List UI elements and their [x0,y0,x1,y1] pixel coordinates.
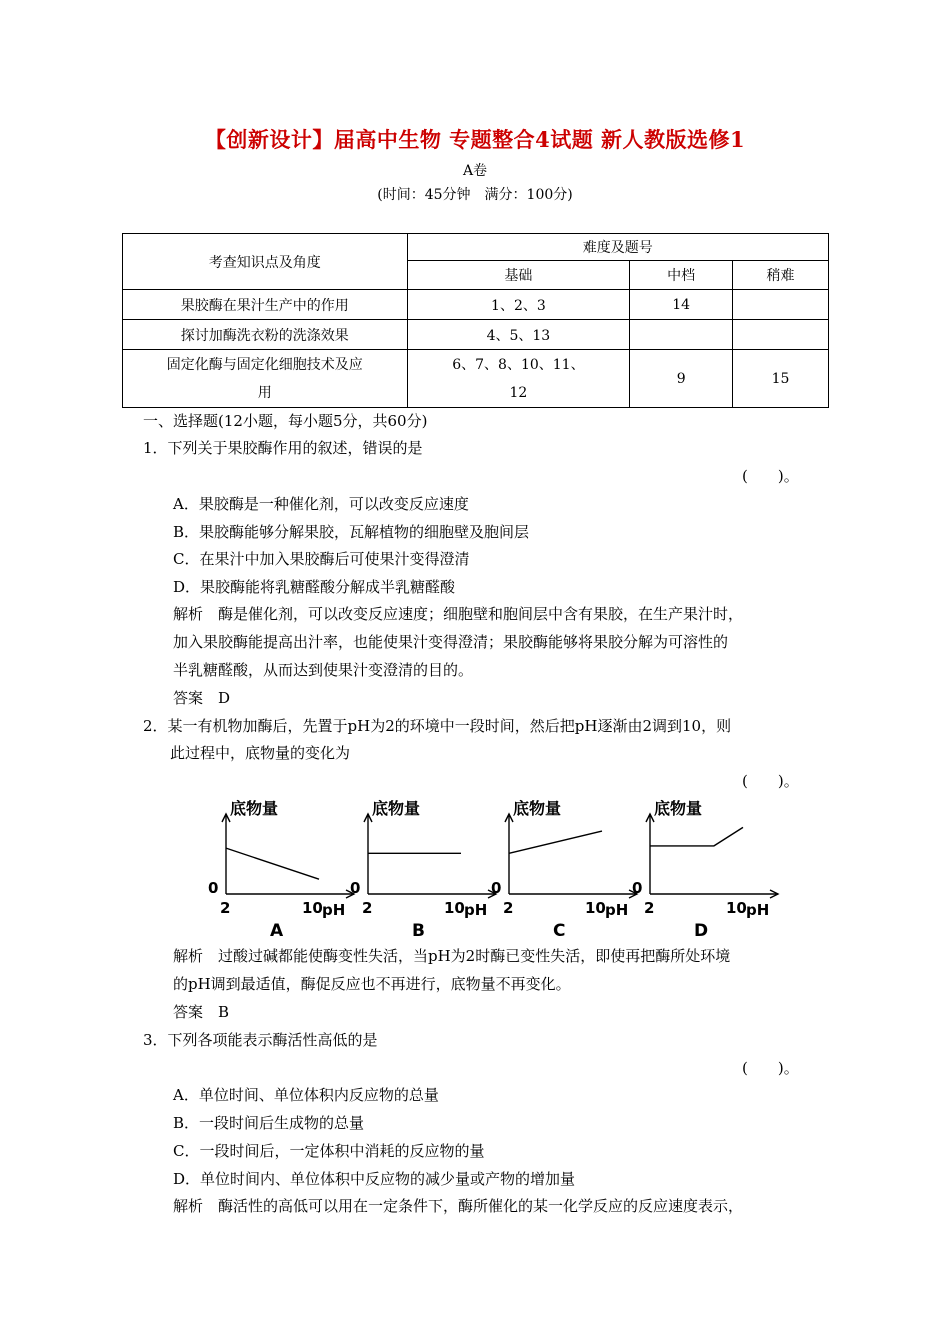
header-topic: 考查知识点及角度 [123,234,408,290]
row-basic [407,350,630,408]
y-axis-label: 底物量 [654,799,703,818]
x-tick-label: 2 [503,899,514,917]
x-unit-label: pH [746,901,770,919]
row-topic [123,350,408,408]
q3-answer-blank: ( )。 [742,1059,799,1077]
q2-answer: 答案 B [173,1003,230,1021]
x-unit-label: pH [322,901,346,919]
origin-label: 0 [491,879,502,897]
substrate-curve [226,848,319,879]
q3-option-b: B．一段时间后生成物的总量 [173,1114,365,1132]
paper-version: A卷 [462,163,488,179]
q1-stem: 1．下列关于果胶酶作用的叙述，错误的是 [143,439,423,457]
row-medium [630,320,733,350]
ph-graph-d [630,796,780,946]
graph-option-label: D [694,921,709,941]
q3-option-c: C．一段时间后，一定体积中消耗的反应物的量 [173,1142,485,1160]
x-tick-label: 10 [726,899,747,917]
q2-analysis-line: 的pH调到最适值，酶促反应也不再进行，底物量不再变化。 [173,975,571,993]
knowledge-table [122,233,829,408]
ph-graph-b [348,796,498,946]
row-hard [733,320,829,350]
row-hard [733,290,829,320]
q2-stem: 2．某一有机物加酶后，先置于pH为2的环境中一段时间，然后把pH逐渐由2调到10，则 [143,717,732,735]
y-axis-label: 底物量 [372,799,421,818]
exam-meta: (时间：45分钟 满分：100分) [377,187,573,203]
section-heading: 一、选择题(12小题，每小题5分，共60分) [143,412,428,430]
table-row [123,320,829,350]
origin-label: 0 [350,879,361,897]
q3-option-d: D．单位时间内、单位体积中反应物的减少量或产物的增加量 [173,1170,576,1188]
header-medium: 中档 [630,261,733,290]
header-basic: 基础 [407,261,630,290]
q2-stem: 此过程中，底物量的变化为 [170,744,351,762]
graph-option-label: B [412,921,425,941]
row-medium: 14 [630,290,733,320]
q1-option-d: D．果胶酶能将乳糖醛酸分解成半乳糖醛酸 [173,578,456,596]
q3-analysis-line: 解析 酶活性的高低可以用在一定条件下，酶所催化的某一化学反应的反应速度表示， [173,1197,744,1215]
x-tick-label: 10 [585,899,606,917]
ph-graph-c [489,796,639,946]
header-hard: 稍难 [733,261,829,290]
q1-option-b: B．果胶酶能够分解果胶，瓦解植物的细胞壁及胞间层 [173,523,530,541]
row-topic-line: 固定化酶与固定化细胞技术及应 [166,356,363,373]
substrate-curve [650,827,743,846]
ph-graph-a [206,796,356,946]
row-hard: 15 [733,350,829,408]
y-axis-label: 底物量 [513,799,562,818]
q3-option-a: A．单位时间、单位体积内反应物的总量 [173,1086,439,1104]
x-tick-label: 10 [302,899,323,917]
row-basic-line: 6、7、8、10、11、 [452,356,585,373]
q1-analysis-line: 半乳糖醛酸，从而达到使果汁变澄清的目的。 [173,661,474,679]
q2-analysis-line: 解析 过酸过碱都能使酶变性失活，当pH为2时酶已变性失活，即使再把酶所处环境 [173,947,731,965]
q1-answer: 答案 D [173,689,231,707]
graph-option-label: A [270,921,284,941]
q2-answer-blank: ( )。 [742,772,799,790]
document-title: 【创新设计】届高中生物 专题整合4试题 新人教版选修1 [204,127,746,152]
q1-analysis-line: 解析 酶是催化剂，可以改变反应速度；细胞壁和胞间层中含有果胶，在生产果汁时， [173,605,744,623]
x-unit-label: pH [464,901,488,919]
row-medium: 9 [630,350,733,408]
row-basic: 4、5、13 [407,320,630,350]
q1-option-a: A．果胶酶是一种催化剂，可以改变反应速度 [173,495,469,513]
x-unit-label: pH [605,901,629,919]
q1-option-c: C．在果汁中加入果胶酶后可使果汁变得澄清 [173,550,470,568]
x-tick-label: 2 [644,899,655,917]
q3-stem: 3．下列各项能表示酶活性高低的是 [143,1031,378,1049]
x-tick-label: 2 [362,899,373,917]
x-tick-label: 2 [220,899,231,917]
header-difficulty: 难度及题号 [407,234,828,261]
q1-analysis-line: 加入果胶酶能提高出汁率，也能使果汁变得澄清；果胶酶能够将果胶分解为可溶性的 [173,633,729,651]
x-tick-label: 10 [444,899,465,917]
origin-label: 0 [632,879,643,897]
row-topic: 果胶酶在果汁生产中的作用 [123,290,408,320]
row-basic: 1、2、3 [407,290,630,320]
y-axis-label: 底物量 [230,799,279,818]
row-basic-line: 12 [509,384,528,401]
q1-answer-blank: ( )。 [742,467,799,485]
row-topic: 探讨加酶洗衣粉的洗涤效果 [123,320,408,350]
graph-option-label: C [553,921,566,941]
table-row [123,350,829,408]
table-row [123,290,829,320]
substrate-curve [509,831,602,853]
origin-label: 0 [208,879,219,897]
row-topic-line: 用 [257,384,272,401]
